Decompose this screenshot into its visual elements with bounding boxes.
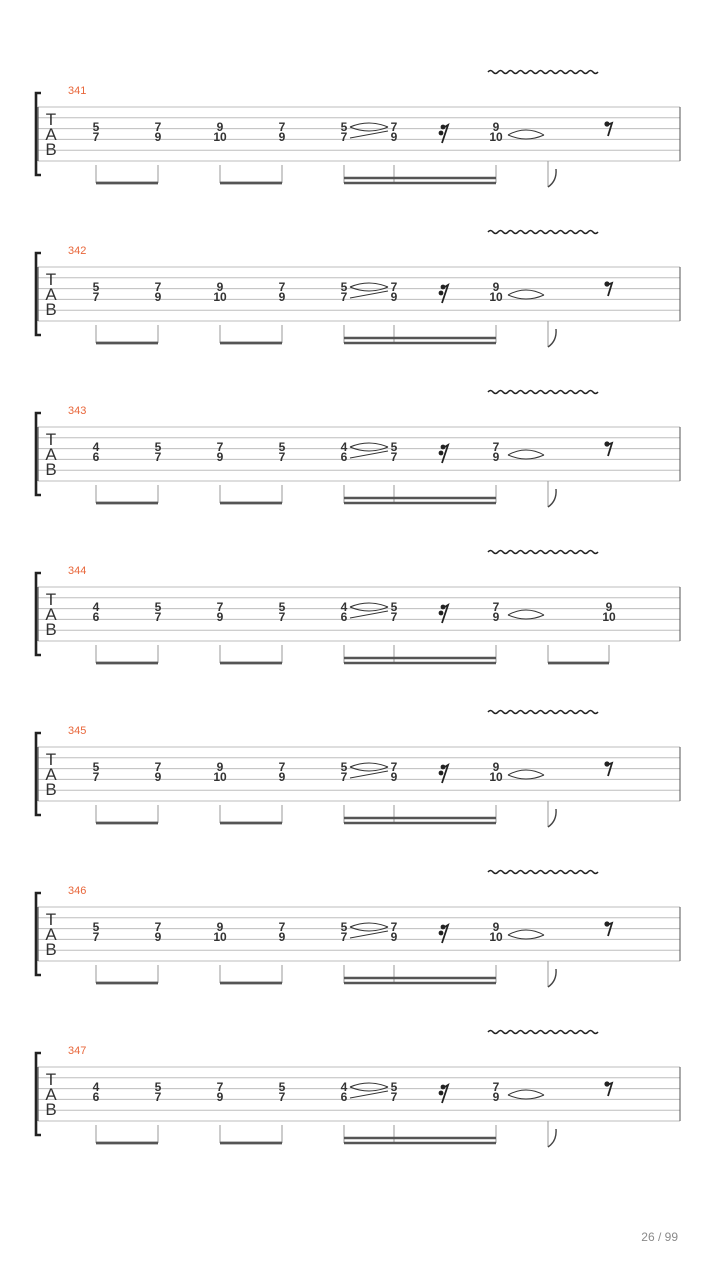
- tab-clef-letter: T: [45, 1070, 57, 1089]
- rest-stem: [607, 763, 612, 776]
- fret-number: 4: [92, 440, 100, 454]
- fret-number: 7: [390, 610, 398, 624]
- tab-clef-letter: A: [45, 605, 57, 624]
- fret-number: 7: [492, 600, 500, 614]
- fret-number: 9: [390, 130, 398, 144]
- rest-stem: [607, 1083, 612, 1096]
- rest-dot: [439, 611, 444, 616]
- slide-line: [350, 451, 388, 458]
- note-flag: [548, 489, 556, 507]
- tab-clef-letter: B: [45, 620, 57, 639]
- vibrato-mark: [488, 391, 598, 394]
- fret-number: 4: [340, 440, 348, 454]
- tab-clef-letter: A: [45, 285, 57, 304]
- fret-number: 7: [278, 450, 286, 464]
- fret-number: 5: [390, 1080, 398, 1094]
- fret-number: 9: [216, 1090, 224, 1104]
- fret-number: 6: [92, 450, 100, 464]
- fret-number: 7: [216, 1080, 224, 1094]
- fret-number: 5: [92, 280, 100, 294]
- tab-system: [36, 711, 680, 828]
- slide-curve: [350, 763, 388, 767]
- slide-curve: [350, 603, 388, 607]
- tie-curve: [508, 290, 544, 295]
- slide-line: [350, 131, 388, 138]
- fret-number: 9: [216, 120, 224, 134]
- slide-curve: [350, 283, 388, 287]
- fret-number: 7: [340, 770, 348, 784]
- tie-curve: [508, 930, 544, 935]
- slide-curve: [350, 923, 388, 927]
- measure-number: 343: [68, 405, 87, 417]
- slide-line: [350, 931, 388, 938]
- slide-line: [350, 1091, 388, 1098]
- fret-number: 7: [390, 1090, 398, 1104]
- fret-number: 5: [390, 600, 398, 614]
- fret-number: 5: [92, 120, 100, 134]
- fret-number: 5: [278, 440, 286, 454]
- fret-number: 7: [154, 1090, 162, 1104]
- fret-number: 7: [216, 600, 224, 614]
- fret-number: 10: [489, 930, 503, 944]
- rest-stem: [607, 923, 612, 936]
- vibrato-mark: [488, 711, 598, 714]
- fret-number: 5: [92, 760, 100, 774]
- measure-number: 347: [68, 1045, 87, 1057]
- fret-number: 7: [340, 290, 348, 304]
- rest-dot: [439, 131, 444, 136]
- tab-clef-letter: B: [45, 940, 57, 959]
- tie-curve: [508, 455, 544, 459]
- fret-number: 9: [278, 770, 286, 784]
- tie-curve: [508, 450, 544, 455]
- tab-system: [36, 1031, 680, 1148]
- tab-system: [36, 71, 680, 188]
- tab-clef-letter: T: [45, 110, 57, 129]
- fret-number: 7: [92, 930, 100, 944]
- fret-number: 9: [154, 930, 162, 944]
- fret-number: 9: [390, 290, 398, 304]
- tab-clef-letter: A: [45, 765, 57, 784]
- rest-stem: [607, 283, 612, 296]
- fret-number: 9: [492, 610, 500, 624]
- fret-number: 9: [154, 290, 162, 304]
- tie-curve: [508, 1090, 544, 1095]
- fret-number: 9: [278, 130, 286, 144]
- tab-clef-letter: T: [45, 430, 57, 449]
- fret-number: 10: [213, 930, 227, 944]
- fret-number: 7: [278, 280, 286, 294]
- tie-curve: [508, 935, 544, 939]
- fret-number: 7: [92, 130, 100, 144]
- fret-number: 9: [216, 920, 224, 934]
- vibrato-mark: [488, 551, 598, 554]
- fret-number: 9: [492, 760, 500, 774]
- fret-number: 7: [154, 450, 162, 464]
- fret-number: 9: [492, 450, 500, 464]
- fret-number: 9: [216, 610, 224, 624]
- slide-line: [350, 291, 388, 298]
- fret-number: 4: [340, 600, 348, 614]
- note-flag: [548, 1129, 556, 1147]
- fret-number: 7: [340, 130, 348, 144]
- fret-number: 9: [278, 930, 286, 944]
- fret-number: 7: [278, 1090, 286, 1104]
- tie-curve: [508, 610, 544, 615]
- tab-clef-letter: A: [45, 445, 57, 464]
- fret-number: 9: [390, 770, 398, 784]
- fret-number: 7: [154, 120, 162, 134]
- fret-number: 9: [492, 120, 500, 134]
- slide-line: [350, 771, 388, 778]
- fret-number: 7: [278, 120, 286, 134]
- tab-clef-letter: T: [45, 270, 57, 289]
- note-flag: [548, 169, 556, 187]
- measure-number: 345: [68, 725, 87, 737]
- tab-clef-letter: A: [45, 125, 57, 144]
- slide-line: [350, 611, 388, 618]
- fret-number: 7: [154, 280, 162, 294]
- tab-clef-letter: A: [45, 925, 57, 944]
- fret-number: 9: [605, 600, 613, 614]
- tab-clef-letter: T: [45, 590, 57, 609]
- tie-curve: [508, 775, 544, 779]
- fret-number: 7: [390, 760, 398, 774]
- fret-number: 7: [278, 760, 286, 774]
- fret-number: 5: [278, 600, 286, 614]
- vibrato-mark: [488, 1031, 598, 1034]
- fret-number: 7: [492, 1080, 500, 1094]
- tie-curve: [508, 615, 544, 619]
- fret-number: 6: [340, 450, 348, 464]
- fret-number: 7: [154, 920, 162, 934]
- fret-number: 9: [154, 770, 162, 784]
- fret-number: 4: [340, 1080, 348, 1094]
- measure-number: 341: [68, 85, 87, 97]
- fret-number: 5: [92, 920, 100, 934]
- tab-system: [36, 871, 680, 988]
- fret-number: 6: [340, 1090, 348, 1104]
- fret-number: 7: [154, 760, 162, 774]
- rest-stem: [607, 123, 612, 136]
- fret-number: 10: [489, 290, 503, 304]
- tab-clef-letter: B: [45, 140, 57, 159]
- tab-clef-letter: T: [45, 910, 57, 929]
- fret-number: 9: [390, 930, 398, 944]
- tab-clef-letter: B: [45, 460, 57, 479]
- fret-number: 7: [278, 920, 286, 934]
- fret-number: 7: [92, 770, 100, 784]
- fret-number: 9: [278, 290, 286, 304]
- fret-number: 9: [216, 450, 224, 464]
- tie-curve: [508, 770, 544, 775]
- rest-stem: [607, 443, 612, 456]
- fret-number: 10: [213, 290, 227, 304]
- fret-number: 10: [489, 770, 503, 784]
- rest-dot: [439, 291, 444, 296]
- fret-number: 9: [492, 1090, 500, 1104]
- tab-system: [36, 551, 680, 664]
- tab-system: [36, 391, 680, 508]
- fret-number: 7: [92, 290, 100, 304]
- measure-number: 342: [68, 245, 87, 257]
- vibrato-mark: [488, 71, 598, 74]
- rest-dot: [439, 451, 444, 456]
- fret-number: 9: [492, 920, 500, 934]
- measure-number: 346: [68, 885, 87, 897]
- fret-number: 7: [154, 610, 162, 624]
- fret-number: 7: [492, 440, 500, 454]
- fret-number: 10: [213, 130, 227, 144]
- measure-number: 344: [68, 565, 87, 577]
- fret-number: 5: [154, 1080, 162, 1094]
- slide-curve: [350, 443, 388, 447]
- fret-number: 7: [390, 450, 398, 464]
- fret-number: 6: [92, 610, 100, 624]
- fret-number: 10: [213, 770, 227, 784]
- slide-curve: [350, 123, 388, 127]
- tie-curve: [508, 295, 544, 299]
- fret-number: 9: [216, 760, 224, 774]
- tab-system: [36, 231, 680, 348]
- fret-number: 7: [390, 920, 398, 934]
- page-number: 26 / 99: [641, 1230, 678, 1244]
- tie-curve: [508, 130, 544, 135]
- fret-number: 6: [92, 1090, 100, 1104]
- tab-clef-letter: T: [45, 750, 57, 769]
- fret-number: 9: [154, 130, 162, 144]
- fret-number: 7: [278, 610, 286, 624]
- tab-clef-letter: B: [45, 780, 57, 799]
- tie-curve: [508, 1095, 544, 1099]
- fret-number: 4: [92, 600, 100, 614]
- fret-number: 10: [489, 130, 503, 144]
- rest-dot: [439, 771, 444, 776]
- fret-number: 5: [340, 920, 348, 934]
- fret-number: 9: [492, 280, 500, 294]
- tab-clef-letter: B: [45, 300, 57, 319]
- vibrato-mark: [488, 231, 598, 234]
- tab-clef-letter: A: [45, 1085, 57, 1104]
- fret-number: 7: [216, 440, 224, 454]
- note-flag: [548, 969, 556, 987]
- fret-number: 5: [340, 760, 348, 774]
- fret-number: 7: [340, 930, 348, 944]
- fret-number: 5: [154, 600, 162, 614]
- fret-number: 5: [340, 120, 348, 134]
- rest-dot: [439, 931, 444, 936]
- tab-clef-letter: B: [45, 1100, 57, 1119]
- fret-number: 6: [340, 610, 348, 624]
- fret-number: 7: [390, 120, 398, 134]
- fret-number: 5: [154, 440, 162, 454]
- fret-number: 7: [390, 280, 398, 294]
- note-flag: [548, 809, 556, 827]
- fret-number: 10: [602, 610, 616, 624]
- fret-number: 9: [216, 280, 224, 294]
- fret-number: 5: [390, 440, 398, 454]
- rest-dot: [439, 1091, 444, 1096]
- fret-number: 5: [278, 1080, 286, 1094]
- vibrato-mark: [488, 871, 598, 874]
- slide-curve: [350, 1083, 388, 1087]
- note-flag: [548, 329, 556, 347]
- fret-number: 4: [92, 1080, 100, 1094]
- fret-number: 5: [340, 280, 348, 294]
- tie-curve: [508, 135, 544, 139]
